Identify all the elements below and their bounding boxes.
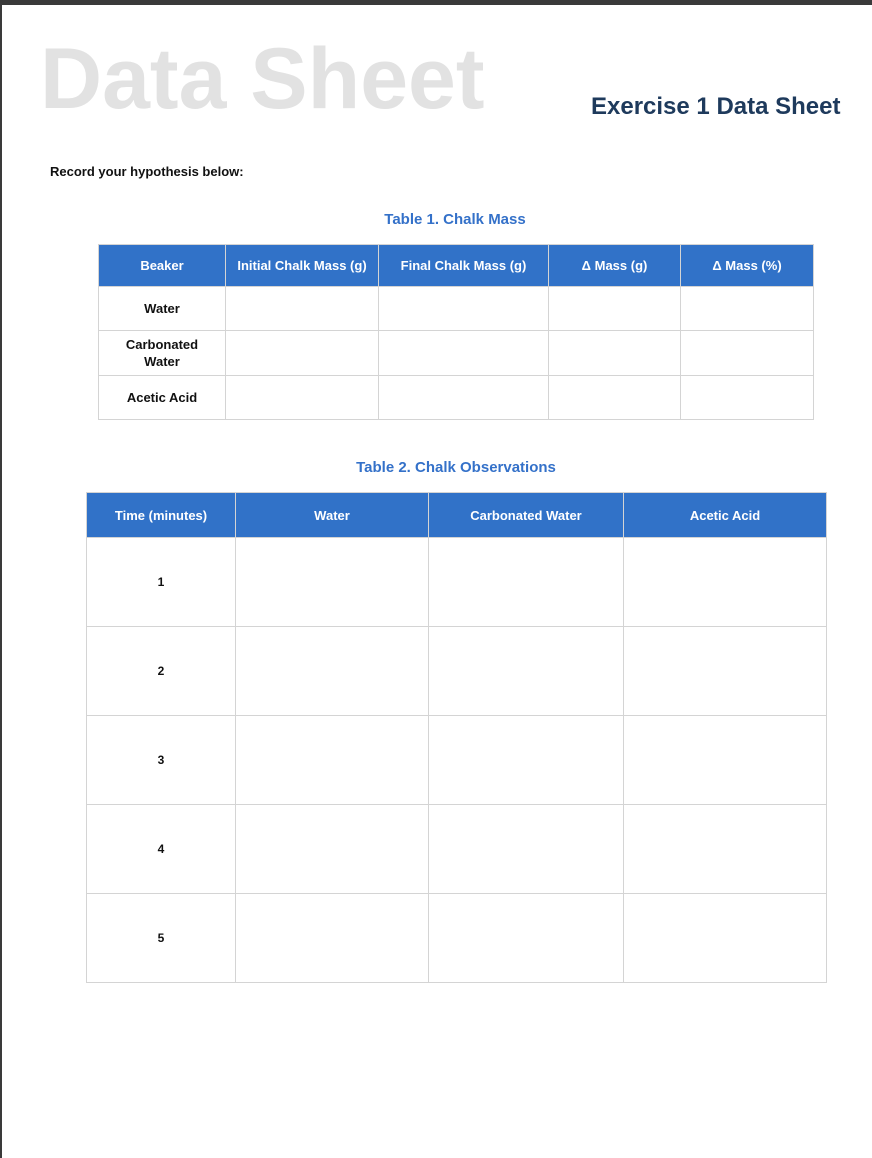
data-sheet-watermark: Data Sheet xyxy=(40,31,485,127)
t2-cell[interactable] xyxy=(624,805,827,894)
t1-cell[interactable] xyxy=(681,376,814,420)
t1-header-beaker: Beaker xyxy=(99,245,226,287)
t2-cell[interactable] xyxy=(429,805,624,894)
t2-cell[interactable] xyxy=(429,627,624,716)
t1-cell[interactable] xyxy=(379,376,549,420)
t2-cell[interactable] xyxy=(236,538,429,627)
t1-row-label-water: Water xyxy=(99,287,226,331)
t2-cell[interactable] xyxy=(429,538,624,627)
t2-row-label-2: 2 xyxy=(87,627,236,716)
t2-cell[interactable] xyxy=(236,805,429,894)
t2-cell[interactable] xyxy=(236,716,429,805)
table1-caption: Table 1. Chalk Mass xyxy=(384,211,526,228)
chalk-mass-table xyxy=(98,244,814,420)
t2-row-label-5: 5 xyxy=(87,894,236,983)
t2-header-water: Water xyxy=(236,493,429,538)
t2-header-acetic-acid: Acetic Acid xyxy=(624,493,827,538)
t2-row-label-1: 1 xyxy=(87,538,236,627)
t2-cell[interactable] xyxy=(236,894,429,983)
t2-header-time: Time (minutes) xyxy=(87,493,236,538)
t1-cell[interactable] xyxy=(379,331,549,376)
t2-cell[interactable] xyxy=(429,716,624,805)
t1-header-final-mass: Final Chalk Mass (g) xyxy=(379,245,549,287)
t1-cell[interactable] xyxy=(379,287,549,331)
t1-cell[interactable] xyxy=(681,287,814,331)
hypothesis-prompt: Record your hypothesis below: xyxy=(50,164,244,179)
window-top-bar xyxy=(0,0,872,5)
t1-cell[interactable] xyxy=(226,331,379,376)
t1-cell[interactable] xyxy=(226,287,379,331)
t2-cell[interactable] xyxy=(624,716,827,805)
t1-header-delta-mass-pct: Δ Mass (%) xyxy=(681,245,814,287)
t1-row-label-carbonated-water: Carbonated Water xyxy=(99,331,226,376)
table2-caption: Table 2. Chalk Observations xyxy=(356,459,556,476)
page-title: Exercise 1 Data Sheet xyxy=(591,93,841,120)
t2-cell[interactable] xyxy=(624,538,827,627)
t2-cell[interactable] xyxy=(624,627,827,716)
t2-cell[interactable] xyxy=(624,894,827,983)
t1-cell[interactable] xyxy=(549,376,681,420)
chalk-observations-table xyxy=(86,492,827,983)
t1-cell[interactable] xyxy=(681,331,814,376)
t2-cell[interactable] xyxy=(236,627,429,716)
t1-header-delta-mass-g: Δ Mass (g) xyxy=(549,245,681,287)
t2-row-label-3: 3 xyxy=(87,716,236,805)
t2-row-label-4: 4 xyxy=(87,805,236,894)
t2-header-carbonated-water: Carbonated Water xyxy=(429,493,624,538)
t1-cell[interactable] xyxy=(226,376,379,420)
t1-row-label-acetic-acid: Acetic Acid xyxy=(99,376,226,420)
t1-cell[interactable] xyxy=(549,331,681,376)
t1-header-initial-mass: Initial Chalk Mass (g) xyxy=(226,245,379,287)
t2-cell[interactable] xyxy=(429,894,624,983)
window-left-edge xyxy=(0,0,2,1158)
t1-cell[interactable] xyxy=(549,287,681,331)
